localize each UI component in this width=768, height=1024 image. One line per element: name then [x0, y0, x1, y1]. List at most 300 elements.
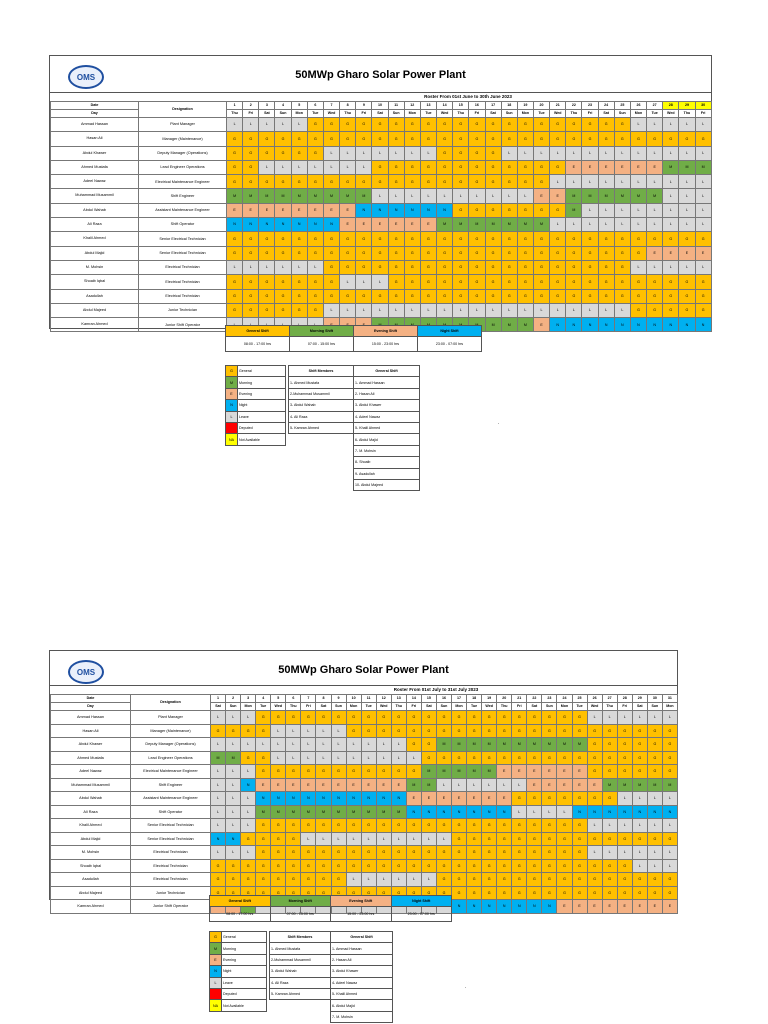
- shift-cell: M: [647, 189, 663, 203]
- code-legend-row: [210, 966, 267, 977]
- shift-cell: L: [614, 303, 630, 317]
- shift-cell: G: [614, 118, 630, 132]
- shift-cell: L: [291, 160, 307, 174]
- shift-cell: G: [307, 289, 323, 303]
- shift-cell: N: [286, 792, 301, 806]
- staff-row: [51, 792, 678, 806]
- shift-cell: G: [331, 846, 346, 860]
- plant-title: 50MWp Gharo Solar Power Plant: [278, 664, 449, 676]
- shift-cell: G: [227, 232, 243, 246]
- shift-cell: G: [307, 118, 323, 132]
- shift-cell: G: [243, 275, 259, 289]
- day-cell: Tue: [533, 110, 549, 118]
- shift-cell: G: [469, 260, 485, 274]
- code-label: Morning: [238, 377, 286, 388]
- shift-cell: E: [291, 203, 307, 217]
- staff-designation: Assistant Maintenance Engineer: [131, 792, 211, 806]
- shift-cell: G: [647, 132, 663, 146]
- staff-name: Abdul Wahab: [51, 792, 131, 806]
- day-cell: Mon: [241, 703, 256, 711]
- shift-cell: G: [340, 118, 356, 132]
- shift-cell: G: [469, 275, 485, 289]
- shift-cell: M: [566, 189, 582, 203]
- shift-cell: L: [340, 146, 356, 160]
- empty-cell: [289, 445, 354, 456]
- shift-cell: M: [679, 160, 695, 174]
- shift-cell: L: [331, 738, 346, 752]
- shift-cell: G: [376, 711, 391, 725]
- shift-cell: G: [356, 175, 372, 189]
- shift-cell: G: [695, 132, 711, 146]
- date-cell: 11: [361, 695, 376, 703]
- staff-designation: Shift Engineer: [139, 189, 227, 203]
- shift-cell: G: [497, 846, 512, 860]
- date-cell: 22: [527, 695, 542, 703]
- shift-cell: L: [361, 738, 376, 752]
- shift-cell: G: [391, 711, 406, 725]
- shift-cell: G: [662, 886, 677, 900]
- shift-cell: L: [211, 805, 226, 819]
- shift-cell: L: [501, 303, 517, 317]
- shift-cell: G: [617, 751, 632, 765]
- shift-cell: L: [695, 260, 711, 274]
- general-member: 2- Hasan Ali: [331, 954, 393, 965]
- code-legend-row: [210, 932, 267, 943]
- shift-cell: E: [376, 778, 391, 792]
- staff-designation: Electrical Technician: [131, 859, 211, 873]
- shift-member: 4- Ali Raza: [289, 411, 354, 422]
- shift-cell: L: [275, 118, 291, 132]
- staff-designation: Junior Technician: [131, 886, 211, 900]
- shift-cell: G: [453, 118, 469, 132]
- date-cell: 1: [211, 695, 226, 703]
- shift-cell: G: [602, 765, 617, 779]
- shift-cell: E: [391, 778, 406, 792]
- staff-row: [51, 846, 678, 860]
- shift-cell: G: [485, 203, 501, 217]
- day-cell: Sun: [331, 703, 346, 711]
- shift-cell: L: [632, 792, 647, 806]
- shift-cell: G: [437, 160, 453, 174]
- shift-cell: L: [663, 260, 679, 274]
- shift-cell: G: [227, 303, 243, 317]
- shift-cell: G: [436, 711, 451, 725]
- shift-cell: E: [256, 778, 271, 792]
- code-legend-row: [210, 977, 267, 988]
- shift-cell: G: [485, 260, 501, 274]
- code-label: Evening: [222, 954, 267, 965]
- shift-cell: G: [388, 175, 404, 189]
- date-label: Date: [51, 102, 139, 110]
- shift-cell: G: [497, 819, 512, 833]
- shift-cell: E: [679, 246, 695, 260]
- shift-cell: G: [453, 289, 469, 303]
- shift-cell: G: [331, 819, 346, 833]
- shift-cell: G: [598, 232, 614, 246]
- shift-cell: G: [256, 886, 271, 900]
- shift-cell: G: [517, 203, 533, 217]
- shift-cell: L: [241, 765, 256, 779]
- shift-cell: L: [695, 203, 711, 217]
- shift-cell: N: [372, 203, 388, 217]
- shift-cell: G: [512, 846, 527, 860]
- staff-designation: Junior Technician: [139, 303, 227, 317]
- shift-cell: L: [469, 189, 485, 203]
- shift-cell: G: [630, 275, 646, 289]
- shift-cell: G: [420, 275, 436, 289]
- code-label: Leave: [238, 411, 286, 422]
- shift-cell: L: [316, 738, 331, 752]
- shift-cell: G: [356, 132, 372, 146]
- shift-cell: N: [550, 318, 566, 332]
- shift-cell: E: [630, 160, 646, 174]
- shift-cell: G: [227, 289, 243, 303]
- shift-cell: G: [372, 289, 388, 303]
- shift-cell: L: [388, 303, 404, 317]
- general-member: 7- M. Mohsin: [354, 445, 420, 456]
- day-cell: Mon: [517, 110, 533, 118]
- shift-cell: G: [420, 160, 436, 174]
- shift-cell: G: [632, 873, 647, 887]
- shift-cell: G: [512, 859, 527, 873]
- day-cell: Sun: [226, 703, 241, 711]
- shift-cell: M: [275, 189, 291, 203]
- shift-cell: E: [482, 792, 497, 806]
- date-cell: 15: [453, 102, 469, 110]
- shift-cell: G: [557, 751, 572, 765]
- empty-cell: [270, 1011, 331, 1022]
- shift-cell: G: [482, 873, 497, 887]
- stray-mark: .: [498, 420, 500, 426]
- shift-cell: G: [391, 886, 406, 900]
- shift-cell: G: [453, 275, 469, 289]
- shift-cell: G: [259, 175, 275, 189]
- shift-cell: G: [452, 846, 467, 860]
- staff-name: Kamran Ahmed: [51, 900, 131, 914]
- shift-cell: G: [467, 886, 482, 900]
- shift-cell: E: [572, 765, 587, 779]
- shift-cell: G: [259, 275, 275, 289]
- shift-times-legend-june: [225, 325, 482, 352]
- shift-cell: G: [533, 132, 549, 146]
- shift-cell: L: [211, 792, 226, 806]
- shift-cell: G: [695, 303, 711, 317]
- shift-cell: G: [453, 246, 469, 260]
- shift-time: 07:00 - 15:00 hrs: [270, 907, 331, 922]
- shift-cell: G: [617, 724, 632, 738]
- shift-cell: L: [517, 189, 533, 203]
- designation-header: Designation: [139, 102, 227, 118]
- shift-cell: G: [572, 873, 587, 887]
- shift-cell: E: [582, 160, 598, 174]
- date-cell: 30: [647, 695, 662, 703]
- staff-name: Abdul Majeed: [51, 886, 131, 900]
- shift-cell: G: [323, 289, 339, 303]
- shift-cell: M: [572, 738, 587, 752]
- shift-cell: L: [346, 832, 361, 846]
- shift-cell: G: [388, 246, 404, 260]
- shift-cell: N: [271, 792, 286, 806]
- shift-cell: L: [679, 260, 695, 274]
- shift-cell: G: [533, 203, 549, 217]
- shift-cell: E: [436, 792, 451, 806]
- shift-cell: G: [533, 118, 549, 132]
- shift-cell: G: [533, 160, 549, 174]
- shift-cell: M: [211, 751, 226, 765]
- shift-cell: N: [566, 318, 582, 332]
- shift-cell: G: [663, 303, 679, 317]
- date-cell: 23: [542, 695, 557, 703]
- staff-designation: Senior Electrical Technician: [139, 246, 227, 260]
- date-cell: 18: [501, 102, 517, 110]
- shift-cell: E: [406, 792, 421, 806]
- shift-cell: L: [211, 819, 226, 833]
- shift-cell: G: [452, 832, 467, 846]
- shift-cell: L: [259, 260, 275, 274]
- date-cell: 14: [406, 695, 421, 703]
- shift-cell: G: [647, 303, 663, 317]
- shift-cell: M: [501, 318, 517, 332]
- shift-cell: L: [663, 175, 679, 189]
- shift-cell: G: [598, 118, 614, 132]
- staff-row: [51, 724, 678, 738]
- shift-cell: G: [501, 203, 517, 217]
- day-cell: Thu: [227, 110, 243, 118]
- shift-cell: G: [662, 765, 677, 779]
- date-cell: 20: [533, 102, 549, 110]
- shift-cell: G: [243, 303, 259, 317]
- general-members-header: General Shift: [331, 932, 393, 943]
- staff-row: [51, 873, 678, 887]
- shift-cell: G: [346, 711, 361, 725]
- shift-cell: N: [587, 805, 602, 819]
- shift-time: 08:00 - 17:00 hrs: [210, 907, 271, 922]
- shift-cell: M: [598, 189, 614, 203]
- day-cell: Sat: [485, 110, 501, 118]
- shift-cell: L: [679, 203, 695, 217]
- staff-designation: Shift Engineer: [131, 778, 211, 792]
- shift-cell: G: [323, 118, 339, 132]
- code-legend-row: [226, 422, 286, 433]
- shift-cell: E: [420, 218, 436, 232]
- shift-time: 15:00 - 23:00 hrs: [331, 907, 392, 922]
- shift-cell: E: [662, 900, 677, 914]
- shift-cell: G: [301, 846, 316, 860]
- shift-cell: L: [286, 738, 301, 752]
- day-cell: Sun: [275, 110, 291, 118]
- date-cell: 5: [271, 695, 286, 703]
- date-row: [51, 102, 712, 110]
- shift-cell: L: [331, 724, 346, 738]
- code-label: Night: [238, 400, 286, 411]
- shift-cell: L: [226, 778, 241, 792]
- shift-cell: G: [421, 724, 436, 738]
- date-cell: 28: [663, 102, 679, 110]
- shift-cell: M: [501, 218, 517, 232]
- shift-cell: L: [361, 832, 376, 846]
- shift-cell: L: [437, 189, 453, 203]
- shift-cell: G: [572, 819, 587, 833]
- date-cell: 8: [316, 695, 331, 703]
- shift-cell: G: [301, 765, 316, 779]
- date-cell: 7: [323, 102, 339, 110]
- shift-cell: G: [437, 260, 453, 274]
- staff-row: [51, 751, 678, 765]
- shift-cell: G: [436, 751, 451, 765]
- shift-cell: G: [602, 792, 617, 806]
- shift-time: 23:00 - 07:00 hrs: [418, 337, 482, 352]
- shift-cell: G: [453, 232, 469, 246]
- shift-cell: M: [533, 218, 549, 232]
- day-cell: Wed: [587, 703, 602, 711]
- shift-cell: G: [485, 246, 501, 260]
- day-cell: Fri: [695, 110, 711, 118]
- shift-cell: G: [256, 765, 271, 779]
- date-cell: 19: [517, 102, 533, 110]
- shift-cell: E: [361, 778, 376, 792]
- shift-cell: G: [647, 886, 662, 900]
- shift-cell: G: [512, 832, 527, 846]
- shift-cell: G: [271, 832, 286, 846]
- shift-cell: G: [388, 289, 404, 303]
- date-cell: 10: [372, 102, 388, 110]
- date-cell: 5: [291, 102, 307, 110]
- shift-cell: G: [527, 792, 542, 806]
- shift-cell: G: [453, 203, 469, 217]
- shift-cell: G: [572, 711, 587, 725]
- staff-name: Shoaib Iqbal: [51, 859, 131, 873]
- shift-cell: L: [211, 846, 226, 860]
- shift-name: General Shift: [210, 896, 271, 907]
- shift-cell: M: [663, 160, 679, 174]
- shift-cell: L: [695, 175, 711, 189]
- shift-cell: G: [550, 132, 566, 146]
- shift-cell: G: [497, 724, 512, 738]
- staff-name: Adeel Nawaz: [51, 765, 131, 779]
- shift-cell: L: [550, 175, 566, 189]
- shift-cell: G: [226, 724, 241, 738]
- shift-cell: G: [275, 146, 291, 160]
- shift-cell: L: [632, 819, 647, 833]
- shift-cell: G: [346, 724, 361, 738]
- shift-cell: E: [512, 765, 527, 779]
- oms-logo: OMS: [68, 660, 104, 684]
- code-legend-row: [210, 943, 267, 954]
- shift-cell: G: [437, 232, 453, 246]
- codes-legend-june: [225, 365, 286, 446]
- shift-cell: G: [632, 724, 647, 738]
- shift-cell: G: [307, 146, 323, 160]
- shift-cell: M: [421, 778, 436, 792]
- shift-cell: G: [482, 886, 497, 900]
- shift-cell: N: [259, 218, 275, 232]
- shift-cell: G: [469, 118, 485, 132]
- day-cell: Sun: [388, 110, 404, 118]
- shift-cell: G: [598, 275, 614, 289]
- shift-cell: G: [259, 289, 275, 303]
- staff-row: [51, 118, 712, 132]
- shift-cell: E: [356, 218, 372, 232]
- code-label: Evening: [238, 388, 286, 399]
- shift-members-header: Shift Members: [270, 932, 331, 943]
- code-swatch: N: [226, 400, 238, 411]
- shift-cell: G: [307, 175, 323, 189]
- day-cell: Fri: [469, 110, 485, 118]
- shift-cell: G: [243, 246, 259, 260]
- shift-cell: E: [602, 900, 617, 914]
- day-label: Day: [51, 703, 131, 711]
- shift-cell: G: [331, 859, 346, 873]
- shift-cell: G: [566, 289, 582, 303]
- shift-cell: G: [614, 275, 630, 289]
- shift-cell: G: [527, 886, 542, 900]
- shift-cell: L: [376, 832, 391, 846]
- shift-cell: G: [557, 792, 572, 806]
- day-cell: Wed: [323, 110, 339, 118]
- shift-cell: L: [376, 873, 391, 887]
- shift-cell: N: [647, 805, 662, 819]
- day-cell: Tue: [647, 110, 663, 118]
- shift-cell: G: [227, 275, 243, 289]
- shift-cell: E: [527, 765, 542, 779]
- shift-cell: G: [406, 859, 421, 873]
- shift-cell: G: [227, 175, 243, 189]
- sheet-header: [50, 56, 711, 93]
- shift-cell: G: [291, 232, 307, 246]
- date-cell: 11: [388, 102, 404, 110]
- shift-cell: M: [256, 805, 271, 819]
- shift-cell: G: [406, 765, 421, 779]
- shift-members-header: Shift Members: [289, 366, 354, 377]
- shift-cell: L: [346, 873, 361, 887]
- shift-cell: G: [533, 275, 549, 289]
- roster-period: Roster From 01st June to 30th June 2023: [424, 94, 512, 99]
- shift-cell: M: [406, 778, 421, 792]
- shift-cell: G: [437, 118, 453, 132]
- day-cell: Mon: [346, 703, 361, 711]
- members-legend-june: [288, 365, 420, 491]
- general-member: 5- Khalil Ahmed: [354, 422, 420, 433]
- shift-cell: G: [630, 303, 646, 317]
- general-member: 3- Abdul Khawer: [354, 400, 420, 411]
- shift-cell: G: [572, 859, 587, 873]
- shift-cell: L: [566, 303, 582, 317]
- day-cell: Thu: [391, 703, 406, 711]
- shift-cell: L: [679, 175, 695, 189]
- staff-designation: Manager (Maintenance): [139, 132, 227, 146]
- shift-cell: G: [286, 859, 301, 873]
- shift-cell: L: [331, 751, 346, 765]
- staff-designation: Electrical Maintenance Engineer: [139, 175, 227, 189]
- shift-cell: G: [582, 132, 598, 146]
- shift-cell: L: [467, 778, 482, 792]
- code-swatch: N: [210, 966, 222, 977]
- shift-cell: G: [542, 792, 557, 806]
- shift-cell: G: [482, 846, 497, 860]
- shift-cell: G: [404, 232, 420, 246]
- day-cell: Sat: [372, 110, 388, 118]
- shift-cell: G: [527, 751, 542, 765]
- shift-cell: G: [598, 260, 614, 274]
- shift-cell: L: [662, 819, 677, 833]
- day-cell: Thu: [566, 110, 582, 118]
- shift-cell: L: [533, 303, 549, 317]
- staff-row: [51, 132, 712, 146]
- shift-cell: G: [647, 832, 662, 846]
- shift-cell: L: [550, 146, 566, 160]
- shift-cell: G: [316, 859, 331, 873]
- shift-cell: L: [679, 118, 695, 132]
